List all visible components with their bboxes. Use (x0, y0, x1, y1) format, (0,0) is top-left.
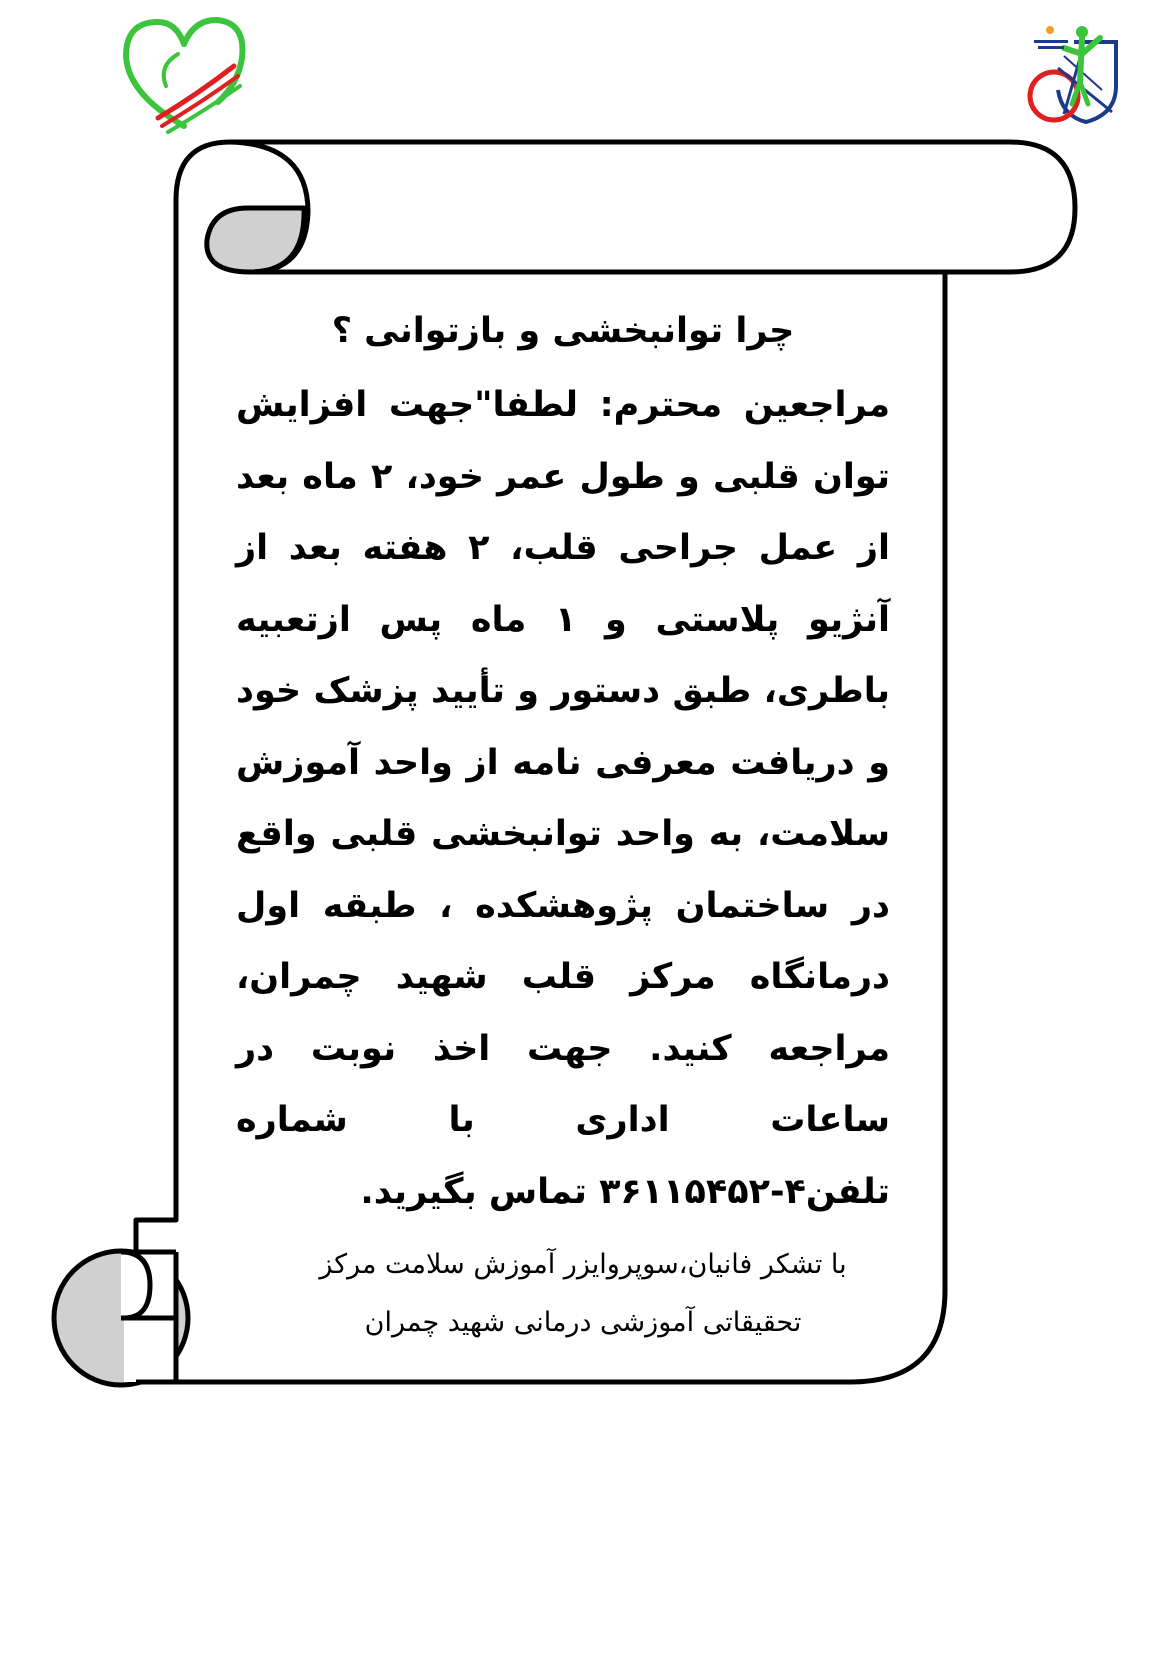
document-content (236, 300, 890, 1352)
heart-logo-icon (118, 14, 250, 136)
document-title: چرا توانبخشی و بازتوانی ؟ (331, 311, 795, 351)
acknowledgement: با تشکر فانیان،سوپروایزر آموزش سلامت مرکز تحقیقاتی آموزشی درمانی شهید چمران (319, 1249, 847, 1338)
hospital-logo-icon (1024, 18, 1124, 128)
document-body: مراجعین محترم: لطفا"جهت افزایش توان قلبی و طول عمر خود، ۲ ماه بعد از عمل جراحی قلب، ۲ هفته بعد از آنژیو پلاستی و ۱ ماه پس ازتعبیه باطری، طبق دستور و تأیید پزشک خود و دریافت معرفی نامه از واحد آموزش سلامت، به واحد توانبخشی قلبی واقع در ساختمان پژوهشکده ، طبقه اول درمانگاه مرکز قلب شهید چمران، مراجعه کنید. جهت اخذ نوبت در ساعات اداری با شماره تلفن۴-۳۶۱۱۵۴۵۲ تماس بگیرید. (236, 385, 890, 1212)
